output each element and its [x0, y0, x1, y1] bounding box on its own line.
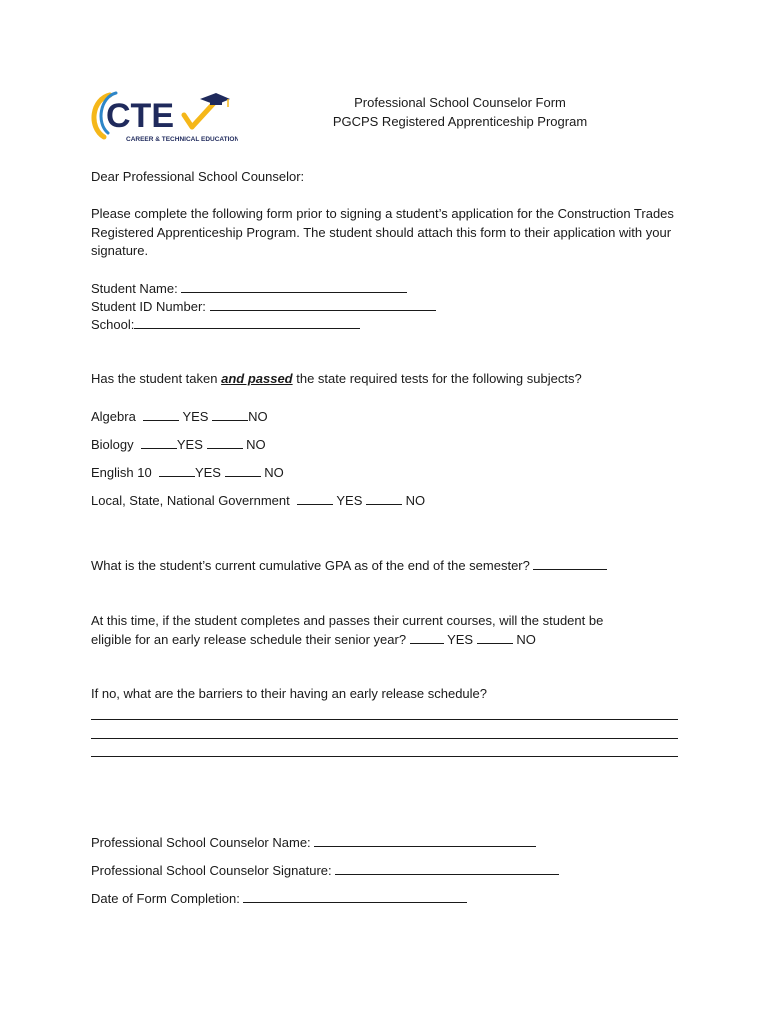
algebra-yes-blank[interactable] — [143, 408, 179, 421]
government-no-blank[interactable] — [366, 492, 402, 505]
gpa-question-text: What is the student’s current cumulative GPA as of the end of the semester? — [91, 558, 530, 573]
form-title: Professional School Counselor Form — [354, 95, 566, 110]
logo-subtitle: CAREER & TECHNICAL EDUCATION — [126, 136, 238, 143]
logo-text: CTE — [106, 97, 174, 135]
english-no-blank[interactable] — [225, 464, 261, 477]
subject-row-algebra — [91, 408, 268, 424]
early-release-question-line2 — [91, 631, 536, 647]
intro-paragraph: Please complete the following form prior to signing a student’s application for the Construction Trades Registered Apprenticeship Program. The student should attach this form to their application with your signature. — [91, 206, 674, 258]
subject-name: Local, State, National Government — [91, 493, 290, 508]
government-yes-blank[interactable] — [297, 492, 333, 505]
barriers-line-3[interactable] — [91, 756, 678, 757]
early-release-no-blank[interactable] — [477, 631, 513, 644]
counselor-name-field — [91, 834, 536, 850]
school-input[interactable] — [134, 316, 360, 329]
no-label: NO — [248, 409, 268, 424]
early-release-question-text: eligible for an early release schedule their senior year? — [91, 632, 407, 647]
cte-logo — [88, 89, 238, 147]
counselor-name-input[interactable] — [314, 834, 536, 847]
student-id-input[interactable] — [210, 298, 436, 311]
counselor-signature-label: Professional School Counselor Signature: — [91, 863, 332, 878]
student-name-field — [91, 280, 407, 296]
counselor-name-label: Professional School Counselor Name: — [91, 835, 311, 850]
subject-name: English 10 — [91, 465, 152, 480]
subject-row-biology — [91, 436, 266, 452]
tests-question-before: Has the student taken — [91, 371, 222, 386]
yes-label: YES — [194, 465, 221, 480]
subject-name: Algebra — [91, 409, 136, 424]
barriers-line-1[interactable] — [91, 719, 678, 720]
completion-date-input[interactable] — [243, 890, 467, 903]
subject-row-english — [91, 464, 284, 480]
barriers-line-2[interactable] — [91, 738, 678, 739]
counselor-signature-field — [91, 862, 559, 878]
counselor-signature-input[interactable] — [335, 862, 559, 875]
tests-question-after: the state required tests for the following subjects? — [292, 371, 582, 386]
student-name-input[interactable] — [181, 280, 407, 293]
tests-question — [91, 371, 582, 386]
subject-row-government — [91, 492, 425, 508]
tests-question-emphasis: and passed — [221, 371, 293, 386]
cte-logo-graphic — [88, 89, 238, 147]
yes-label: YES — [447, 632, 474, 647]
student-name-label: Student Name: — [91, 281, 182, 296]
yes-label: YES — [336, 493, 363, 508]
algebra-no-blank[interactable] — [212, 408, 248, 421]
biology-yes-blank[interactable] — [141, 436, 177, 449]
student-id-label: Student ID Number: — [91, 299, 210, 314]
school-label: School: — [91, 317, 135, 332]
yes-label: YES — [176, 437, 203, 452]
no-label: NO — [405, 493, 426, 508]
no-label: NO — [246, 437, 266, 452]
gpa-input[interactable] — [533, 557, 607, 570]
early-release-question-line1: At this time, if the student completes and passes their current courses, will the student be — [91, 613, 604, 628]
barriers-question: If no, what are the barriers to their having an early release schedule? — [91, 686, 488, 701]
completion-date-label: Date of Form Completion: — [91, 891, 240, 906]
school-field — [91, 316, 360, 332]
biology-no-blank[interactable] — [207, 436, 243, 449]
yes-label: YES — [182, 409, 209, 424]
greeting: Dear Professional School Counselor: — [91, 169, 305, 184]
gpa-question — [91, 557, 607, 573]
subject-name: Biology — [91, 437, 134, 452]
no-label: NO — [264, 465, 284, 480]
no-label: NO — [516, 632, 536, 647]
student-id-field — [91, 298, 436, 314]
english-yes-blank[interactable] — [159, 464, 195, 477]
completion-date-field — [91, 890, 467, 906]
early-release-yes-blank[interactable] — [410, 631, 444, 644]
form-subtitle: PGCPS Registered Apprenticeship Program — [332, 114, 588, 129]
